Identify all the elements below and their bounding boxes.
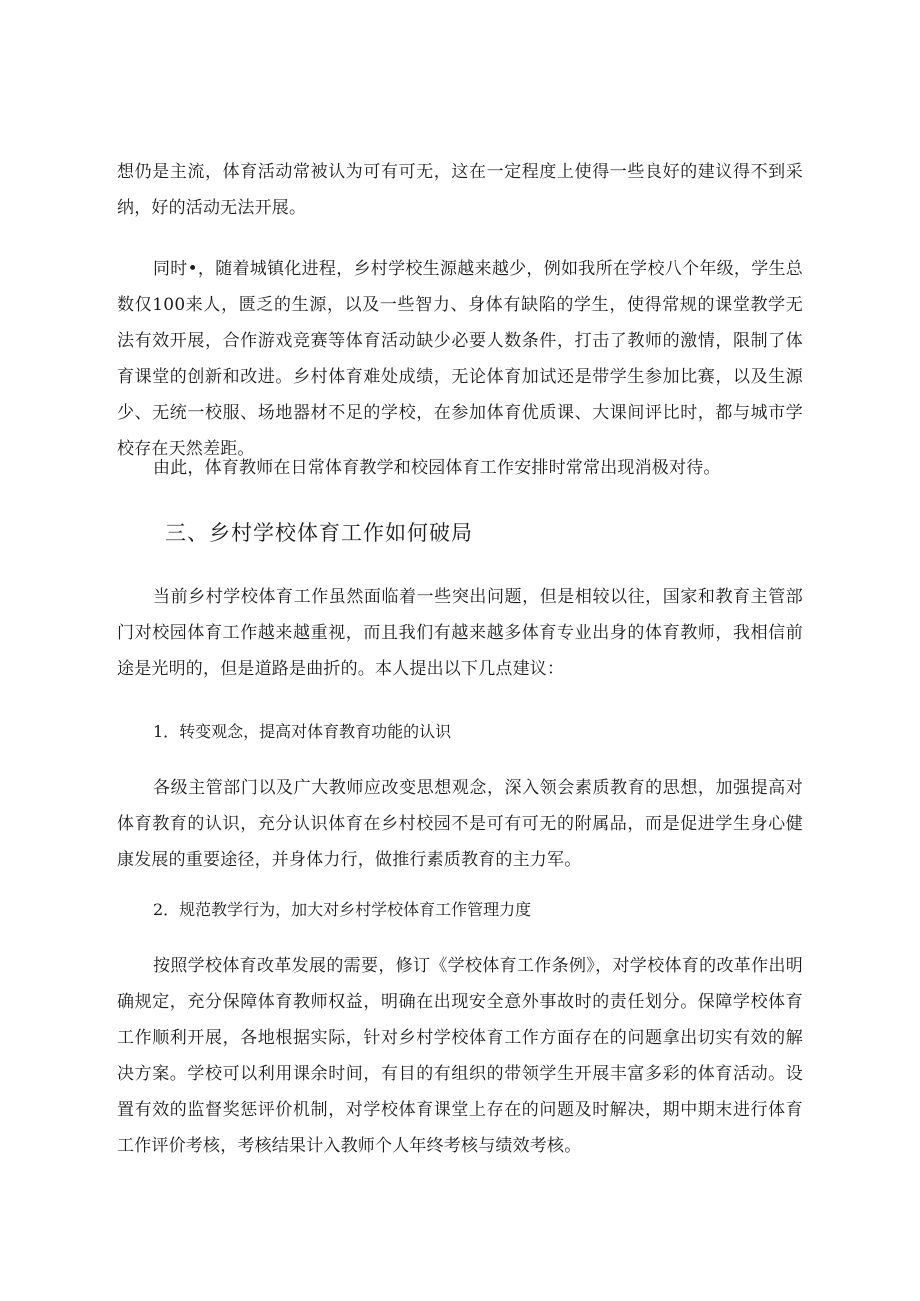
paragraph-consequence: 由此，体育教师在日常体育教学和校园体育工作安排时常常出现消极对待。 xyxy=(153,458,721,478)
paragraph-suggestion-1: 各级主管部门以及广大教师应改变思想观念，深入领会素质教育的思想，加强提高对体育教育的认识，充分认识体育在乡村校园不是可有可无的附属品，而是促进学生身心健康发展的重要途径，并身体力行，做推行素质教育的主力军。 xyxy=(117,778,803,870)
paragraph-continuation: 想仍是主流，体育活动常被认为可有可无，这在一定程度上使得一些良好的建议得不到采纳，好的活动无法开展。 xyxy=(117,162,803,218)
paragraph-suggestion-2: 按照学校体育改革发展的需要，修订《学校体育工作条例》，对学校体育的改革作出明确规定，充分保障体育教师权益，明确在出现安全意外事故时的责任划分。保障学校体育工作顺利开展，各地根据实际，针对乡村学校体育工作方面存在的问题拿出切实有效的解决方案。学校可以利用课余时间，有目的有组织的带领学生开展丰富多彩的体育活动。设置有效的监督奖惩评价机制，对学校体育课堂上存在的问题及时解决，期中期末进行体育工作评价考核，考核结果计入教师个人年终考核与绩效考核。 xyxy=(117,956,803,1156)
paragraph-intro: 当前乡村学校体育工作虽然面临着一些突出问题，但是相较以往，国家和教育主管部门对校园体育工作越来越重视，而且我们有越来越多体育专业出身的体育教师，我相信前途是光明的，但是道路是曲折的。本人提出以下几点建议： xyxy=(117,587,803,679)
section-heading: 三、乡村学校体育工作如何破局 xyxy=(165,521,473,545)
paragraph-urbanization: 同时•，随着城镇化进程，乡村学校生源越来越少，例如我所在学校八个年级，学生总数仅100来人，匮乏的生源，以及一些智力、身体有缺陷的学生，使得常规的课堂教学无法有效开展，合作游戏竞赛等体育活动缺少必要人数条件，打击了教师的激情，限制了体育课堂的创新和改进。乡村体育难处成绩，无论体育加试还是带学生参加比赛，以及生源少、无统一校服、场地器材不足的学校，在参加体育优质课、大课间评比时，都与城市学校存在天然差距。 xyxy=(117,259,803,459)
subheading-1: 1．转变观念，提高对体育教育功能的认识 xyxy=(153,722,452,741)
subheading-2: 2．规范教学行为，加大对乡村学校体育工作管理力度 xyxy=(153,900,532,919)
